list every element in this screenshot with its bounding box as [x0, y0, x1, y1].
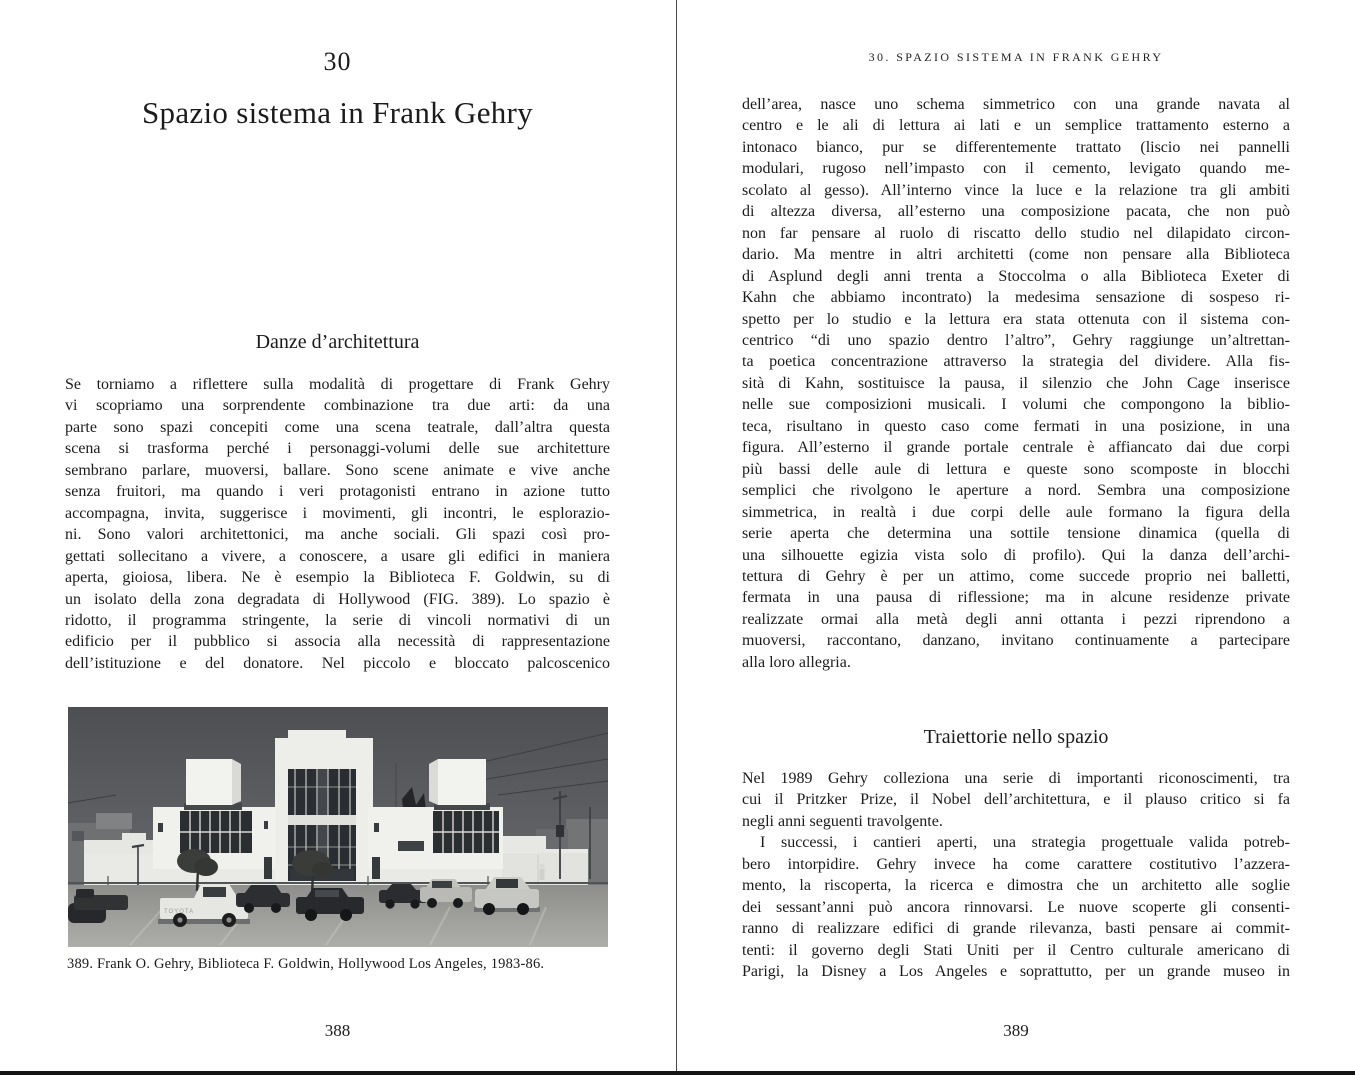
- text-line: ta poetica concentrazione attraverso la strategia del dividere. Alla fis-: [742, 353, 1290, 371]
- left-cube: [184, 759, 242, 810]
- text-line: modulari, rugoso nell’impasto con il cemento, levigato quando me-: [742, 160, 1290, 178]
- right-cube: [429, 759, 490, 810]
- page-number-right: 389: [1003, 1021, 1029, 1040]
- text-line: bero intorpidire. Gehry invece ha come carattere costitutivo l’azzera-: [742, 855, 1290, 873]
- text-line: tettura di Gehry è per un attimo, come succede proprio nei balletti,: [742, 567, 1290, 585]
- text-line: scena si trasforma perché i personaggi-volumi delle sue architetture: [65, 440, 610, 458]
- text-line: edificio per il pubblico si associa alla necessità di rappresentazione: [65, 633, 610, 651]
- text-line: sembrano parlare, muoversi, ballare. Sono scene animate e vive anche: [65, 461, 610, 479]
- page-gutter-divider: [676, 0, 677, 1071]
- text-line: serie aperta che determina una sottile tensione dinamica (quella di: [742, 525, 1290, 543]
- body-text-left: [65, 374, 610, 674]
- photo-caption: 389. Frank O. Gehry, Biblioteca F. Goldwin, Hollywood Los Angeles, 1983-86.: [67, 956, 545, 972]
- text-line: accompagna, invita, suggerisce i movimenti, gli incontri, le esplorazio-: [65, 504, 610, 522]
- scan-edge-bar: [0, 1071, 1355, 1075]
- text-line: cui il Pritzker Prize, il Nobel dell’architettura, e il plauso critico si fa: [742, 791, 1290, 809]
- section-heading-danze: Danze d’architettura: [255, 331, 420, 353]
- body-text-right-bottom: [742, 768, 1290, 983]
- text-line: gettati sollecitano a vivere, a conoscere, a usare gli edifici in maniera: [65, 547, 610, 565]
- chapter-number: 30: [323, 47, 352, 76]
- text-line: centrico “di uno spazio dentro l’altro”, Gehry raggiunge un’altrettan-: [742, 331, 1290, 349]
- text-line: sità di Kahn, sostituisce la pausa, il silenzio che John Cage inserisce: [742, 374, 1290, 392]
- text-line: alla loro allegria.: [742, 653, 851, 671]
- text-line: di Asplund degli anni trenta a Stoccolma o alla Biblioteca Exeter di: [742, 267, 1290, 285]
- paragraph: [742, 832, 1290, 982]
- section-heading-traiettorie: Traiettorie nello spazio: [923, 726, 1109, 748]
- text-line: un isolato della zona degradata di Hollywood (FIG. 389). Lo spazio è: [65, 590, 610, 608]
- paragraph: [65, 374, 610, 674]
- text-line: vi scopriamo una sorprendente combinazione tra due arti: da una: [65, 397, 610, 415]
- text-line: senza fruitori, ma quando i veri protagonisti entrano in azione tutto: [65, 483, 610, 501]
- text-line: ranno di realizzare edifici di grande rilevanza, basti pensare ai commit-: [742, 920, 1290, 938]
- text-line: dei sessant’anni può ancora rinnovarsi. Le nuove scoperte gli consenti-: [742, 898, 1290, 916]
- text-line: realizzate ormai alla metà degli anni ottanta i pezzi riprendono a: [742, 610, 1290, 628]
- person: [539, 863, 544, 880]
- svg-text:TOYOTA: TOYOTA: [164, 909, 195, 915]
- text-line: tenti: il governo degli Stati Uniti per il Centro culturale americano di: [742, 941, 1290, 959]
- text-line: scolato al gesso). All’interno vince la luce e la relazione tra gli ambiti: [742, 181, 1290, 199]
- running-head: 30. SPAZIO SISTEMA IN FRANK GEHRY: [868, 50, 1164, 64]
- text-line: ni. Sono valori architettonici, ma anche sociali. Gli spazi così pro-: [65, 526, 610, 544]
- text-line: semplici che rivolgono le aperture a nord. Sembra una composizione: [742, 482, 1290, 500]
- text-line: intonaco bianco, pur se differentemente trattato (liscio nei pannelli: [742, 138, 1290, 156]
- text-line: dell’istituzione e del donatore. Nel piccolo e bloccato palcoscenico: [65, 654, 610, 672]
- text-line: parte sono spazi concepiti come una scena teatrale, dall’altra questa: [65, 418, 610, 436]
- text-line: negli anni seguenti travolgente.: [742, 812, 943, 830]
- text-line: muoversi, raccontano, danzano, invitano continuamente a partecipare: [742, 632, 1290, 650]
- text-line: figura. All’esterno il grande portale centrale è affiancato dai due corpi: [742, 439, 1290, 457]
- paragraph: [742, 94, 1290, 673]
- text-line: più bassi delle aule di lettura e queste sono scomposte in blocchi: [742, 460, 1290, 478]
- left-page: [65, 0, 610, 1071]
- left-wing: [153, 807, 281, 869]
- text-line: Kahn che abbiamo incontrato) la medesima sensazione di sospeso ri-: [742, 289, 1290, 307]
- text-line: fermata in una pausa di riflessione; ma in alcune residenze private: [742, 589, 1290, 607]
- body-text-right-top: [742, 94, 1290, 673]
- text-line: nelle sue composizioni musicali. I volumi che compongono la biblio-: [742, 396, 1290, 414]
- right-page: [742, 0, 1290, 1071]
- text-line: mento, la riscoperta, la ricerca e dimostra che un architetto alle soglie: [742, 877, 1290, 895]
- page-number-left: 388: [324, 1021, 351, 1040]
- text-line: una silhouette egizia vista solo di profilo). Qui la danza dell’archi-: [742, 546, 1290, 564]
- figure-photo-goldwin-library: [68, 707, 608, 947]
- text-line: centro e le ali di lettura ai lati e un semplice trattamento esterno a: [742, 117, 1290, 135]
- text-line: Parigi, la Disney a Los Angeles e soprattutto, per un grande museo in: [742, 963, 1290, 981]
- text-line: dario. Ma mentre in altri architetti (come non pensare alla Biblioteca: [742, 246, 1290, 264]
- text-line: aperta, gioiosa, libera. Ne è esempio la Biblioteca F. Goldwin, su di: [65, 569, 610, 587]
- text-line: Nel 1989 Gehry colleziona una serie di importanti riconoscimenti, tra: [742, 770, 1290, 787]
- text-line: spetto per lo studio e la lettura era stata ottenuta con il sistema con-: [742, 310, 1290, 328]
- text-line: Se torniamo a riflettere sulla modalità di progettare di Frank Gehry: [65, 376, 610, 393]
- chapter-title: Spazio sistema in Frank Gehry: [142, 95, 533, 130]
- text-line: simmetrica, in realtà i due corpi delle aule formano la figura della: [742, 503, 1290, 521]
- text-line: teca, risultano in questo caso come fermati in una posizione, in una: [742, 417, 1290, 435]
- paragraph: [742, 768, 1290, 832]
- text-line: non far pensare al ruolo di riscatto dello studio nel dilapidato circon-: [742, 224, 1290, 242]
- text-line: I successi, i cantieri aperti, una strategia progettuale valida potreb-: [760, 834, 1290, 852]
- text-line: ridotto, il programma stringente, la serie di vincoli normativi di un: [65, 611, 610, 629]
- right-wing: [368, 807, 503, 869]
- text-line: dell’area, nasce uno schema simmetrico con una grande navata al: [742, 96, 1290, 113]
- text-line: di altezza diversa, all’esterno una composizione pacata, che non può: [742, 203, 1290, 221]
